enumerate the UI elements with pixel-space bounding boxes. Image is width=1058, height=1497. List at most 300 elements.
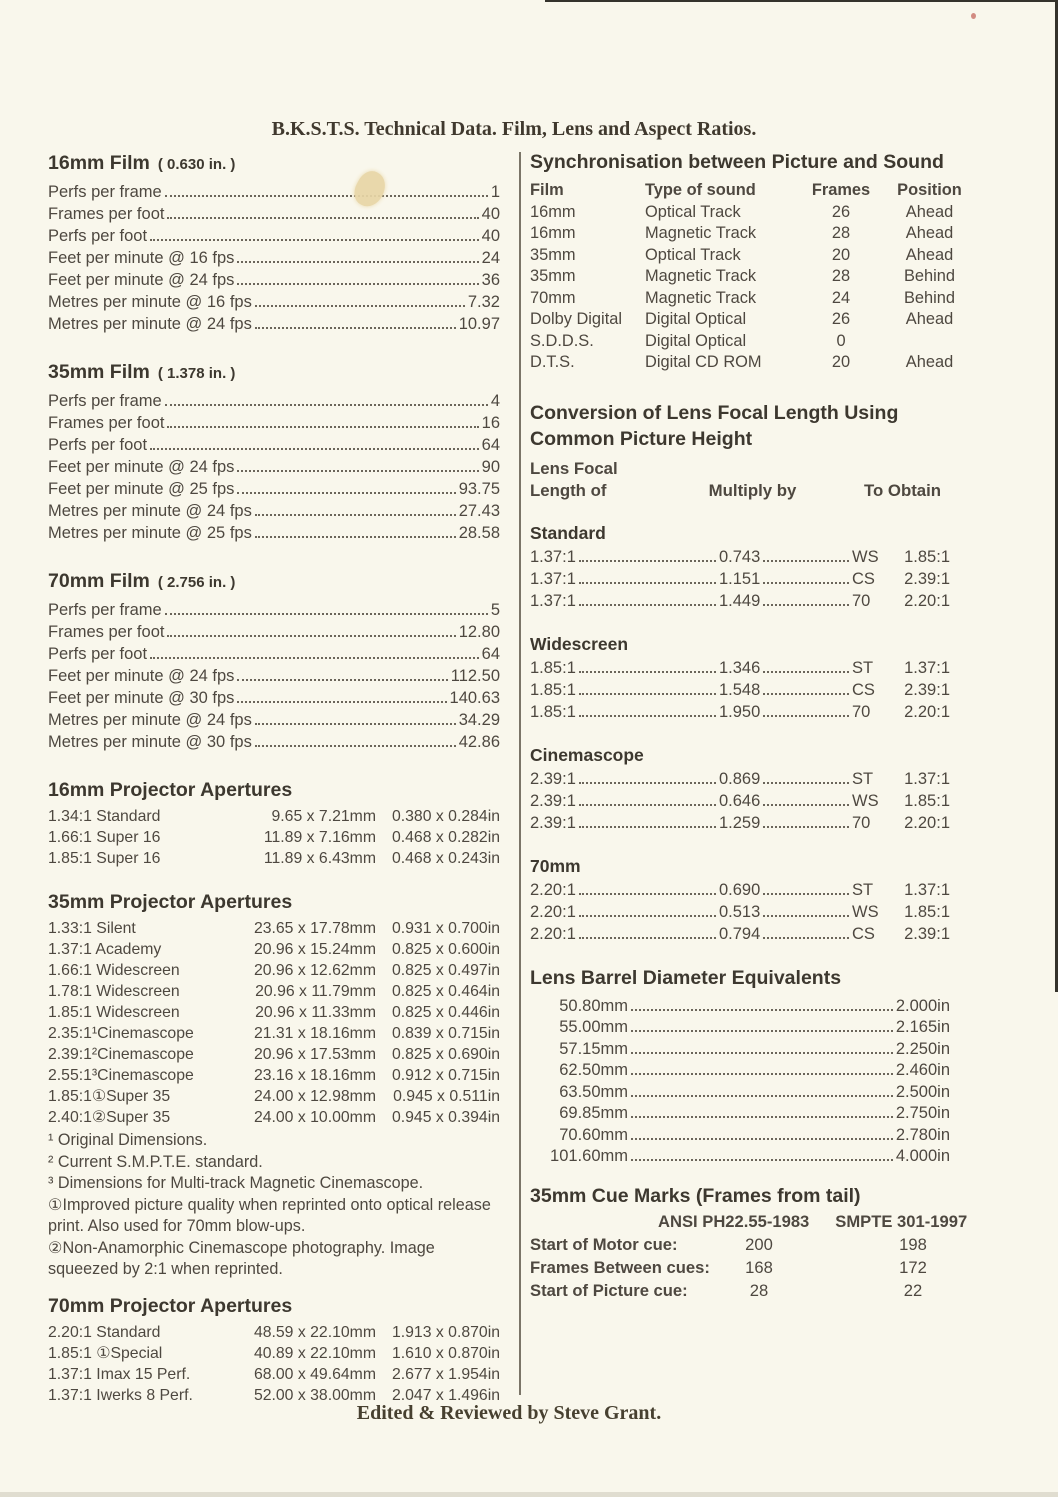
spec-label: Metres per minute @ 30 fps: [48, 733, 252, 751]
aperture-row: [48, 1364, 500, 1385]
barrel-inches: 2.750in: [895, 1104, 950, 1122]
conv-code: ST: [852, 880, 874, 899]
aperture-mm: 11.89 x 6.43mm: [263, 850, 376, 867]
spec-value: 12.80: [458, 623, 500, 641]
dot-leader: [579, 782, 716, 784]
barrel-inches: 2.460in: [895, 1061, 950, 1079]
conversion-rows: [530, 879, 980, 945]
aperture-row: [48, 1107, 500, 1128]
conversion-row: [530, 901, 980, 923]
conv-to: 1.37:1: [904, 769, 950, 788]
aperture-mm: 20.96 x 15.24mm: [253, 941, 376, 958]
conversion-title-line1: Conversion of Lens Focal Length Using: [530, 401, 899, 424]
spec-label: Metres per minute @ 16 fps: [48, 293, 252, 311]
aperture-row: [48, 1343, 500, 1364]
sync-row: [530, 309, 980, 331]
spec-list: [48, 390, 500, 544]
dot-leader: [237, 679, 447, 681]
aperture-name: 2.39:1²Cinemascope: [48, 1046, 194, 1063]
dot-leader: [150, 657, 479, 659]
dot-leader: [631, 1073, 893, 1075]
conversion-group-name: Cinemascope: [530, 744, 644, 765]
barrel-mm: 101.60mm: [550, 1147, 628, 1165]
conversion-row: [530, 657, 980, 679]
aperture-name: 1.37:1 Academy: [48, 941, 162, 958]
spec-value: 90: [481, 458, 500, 476]
conversion-group-70mm: [530, 855, 980, 945]
spec-row: [48, 225, 500, 247]
conv-from: 1.85:1: [530, 658, 576, 677]
aperture-mm: 68.00 x 49.64mm: [253, 1365, 376, 1383]
column-divider: [519, 152, 521, 1395]
barrel-mm: 50.80mm: [559, 996, 628, 1015]
sync-type: Digital Optical: [645, 331, 747, 350]
conv-to: 2.39:1: [904, 924, 950, 943]
cue-smpte-value: 198: [899, 1234, 927, 1254]
aperture-list: [48, 918, 500, 1128]
conversion-row: [530, 679, 980, 701]
section-cue-marks: [530, 1184, 980, 1302]
sync-position: Ahead: [905, 353, 954, 371]
dot-leader: [255, 745, 456, 747]
cue-col-ansi: ANSI PH22.55-1983: [658, 1211, 810, 1231]
spec-label: Perfs per frame: [48, 392, 162, 410]
aperture-inches: 0.380 x 0.284in: [391, 808, 500, 825]
spec-value: 42.86: [458, 733, 500, 751]
dot-leader: [763, 937, 849, 939]
conv-to: 1.85:1: [904, 791, 950, 810]
dot-leader: [763, 804, 849, 806]
barrel-mm: 70.60mm: [559, 1125, 628, 1144]
film-gauge: ( 0.630 in. ): [157, 156, 236, 173]
spec-row: [48, 621, 500, 643]
aperture-name: 1.85:1 Super 16: [48, 850, 161, 867]
spec-value: 7.32: [467, 293, 500, 311]
spec-value: 24: [481, 249, 500, 267]
spec-value: 40: [481, 227, 500, 245]
section-16mm-film: [48, 150, 500, 335]
conv-factor: 1.548: [719, 680, 761, 699]
spacer: [825, 458, 980, 480]
conv-code: 70: [852, 813, 871, 832]
conversion-row: [530, 790, 980, 812]
conversion-row: [530, 768, 980, 790]
dot-leader: [763, 582, 849, 584]
red-speck: [971, 13, 976, 19]
section-70mm-projector-apertures: [48, 1293, 500, 1406]
aperture-name: 1.78:1 Widescreen: [48, 983, 180, 1000]
spec-value: 36: [481, 271, 500, 289]
aperture-name: 2.55:1³Cinemascope: [48, 1067, 194, 1084]
sync-col-type: Type of sound: [645, 181, 756, 199]
barrel-mm: 57.15mm: [559, 1039, 628, 1058]
sync-type: Magnetic Track: [645, 288, 757, 307]
dot-leader: [579, 804, 716, 806]
conv-to: 1.85:1: [904, 547, 950, 566]
sync-film: D.T.S.: [530, 353, 575, 371]
dot-leader: [763, 693, 849, 695]
dot-leader: [579, 715, 716, 717]
right-column: [530, 150, 980, 1302]
aperture-inches: 0.931 x 0.700in: [391, 920, 500, 937]
aperture-row: [48, 806, 500, 827]
spec-row: [48, 478, 500, 500]
aperture-mm: 40.89 x 22.10mm: [253, 1344, 376, 1362]
cue-smpte-value: 22: [903, 1280, 923, 1300]
dot-leader: [763, 671, 849, 673]
conv-factor: 0.743: [719, 547, 761, 566]
section-lens-conversion: [530, 400, 980, 945]
left-column: [48, 150, 500, 1426]
conv-to: 1.85:1: [904, 902, 950, 921]
dot-leader: [579, 937, 716, 939]
aperture-inches: 0.825 x 0.690in: [391, 1046, 500, 1063]
sync-film: 70mm: [530, 288, 576, 307]
section-heading-70mm-apertures: 70mm Projector Apertures: [48, 1294, 293, 1317]
dot-leader: [579, 582, 716, 584]
aperture-name: 1.85:1①Super 35: [48, 1088, 171, 1105]
spec-row: [48, 500, 500, 522]
dot-leader: [631, 1159, 893, 1161]
conversion-row: [530, 812, 980, 834]
dot-leader: [631, 1116, 893, 1118]
conv-from: 2.20:1: [530, 880, 576, 899]
cue-ansi-value: 28: [749, 1280, 769, 1300]
page-title: B.K.S.T.S. Technical Data. Film, Lens and Aspect Ratios.: [271, 118, 757, 140]
dot-leader: [579, 560, 716, 562]
conv-from: 1.85:1: [530, 680, 576, 699]
spec-row: [48, 456, 500, 478]
cue-label: Start of Motor cue:: [530, 1234, 678, 1254]
aperture-name: 1.33:1 Silent: [48, 920, 136, 937]
conv-code: 70: [852, 702, 871, 721]
spec-value: 27.43: [458, 502, 500, 520]
aperture-row: [48, 918, 500, 939]
spec-row: [48, 731, 500, 753]
spec-value: 16: [481, 414, 500, 432]
spec-value: 4: [490, 392, 500, 410]
conv-code: ST: [852, 769, 874, 788]
dot-leader: [631, 1095, 893, 1097]
aperture-mm: 24.00 x 12.98mm: [253, 1088, 376, 1105]
barrel-inches: 2.250in: [895, 1039, 950, 1058]
aperture-row: [48, 1065, 500, 1086]
page-footer: Edited & Reviewed by Steve Grant.: [356, 1402, 662, 1424]
spec-row: [48, 390, 500, 412]
spec-value: 34.29: [458, 711, 500, 729]
aperture-row: [48, 1086, 500, 1107]
barrel-row: [530, 1146, 980, 1168]
dot-leader: [631, 1030, 893, 1032]
aperture-inches: 0.825 x 0.464in: [391, 983, 500, 1000]
aperture-inches: 1.610 x 0.870in: [391, 1344, 500, 1362]
cue-row: [530, 1256, 980, 1279]
spec-label: Perfs per foot: [48, 645, 148, 663]
spec-label: Metres per minute @ 24 fps: [48, 711, 252, 729]
dot-leader: [579, 826, 716, 828]
heading-text: 35mm Film: [48, 361, 150, 383]
sync-frames: 20: [831, 245, 851, 264]
barrel-inches: 4.000in: [895, 1147, 950, 1165]
section-lens-barrel: [530, 966, 980, 1168]
aperture-name: 1.37:1 Iwerks 8 Perf.: [48, 1386, 193, 1404]
sync-frames: 0: [836, 331, 846, 350]
aperture-mm: 48.59 x 22.10mm: [253, 1323, 376, 1341]
conversion-title-line2: Common Picture Height: [530, 427, 753, 450]
spec-label: Perfs per foot: [48, 227, 148, 245]
sync-type: Magnetic Track: [645, 224, 757, 242]
conv-from: 1.37:1: [530, 569, 576, 588]
conv-to: 2.39:1: [904, 569, 950, 588]
aperture-row: [48, 1002, 500, 1023]
conv-from: 1.37:1: [530, 547, 576, 566]
sync-film: S.D.D.S.: [530, 331, 594, 350]
dot-leader: [763, 560, 849, 562]
dot-leader: [255, 536, 456, 538]
section-35mm-projector-apertures: [48, 889, 500, 1128]
footnotes: [48, 1130, 500, 1281]
conv-code: 70: [852, 591, 871, 610]
barrel-inches: 2.165in: [895, 1018, 950, 1036]
sync-frames: 20: [831, 353, 851, 371]
spec-row: [48, 434, 500, 456]
dot-leader: [237, 701, 446, 703]
spec-label: Feet per minute @ 25 fps: [48, 480, 235, 498]
conv-code: CS: [852, 924, 875, 943]
conv-col1-line1: Lens Focal: [530, 458, 618, 478]
spec-label: Feet per minute @ 16 fps: [48, 249, 235, 267]
conv-to: 2.20:1: [904, 702, 950, 721]
barrel-inches: 2.000in: [895, 996, 950, 1015]
conversion-group-name: Widescreen: [530, 633, 629, 654]
cue-ansi-value: 200: [745, 1234, 773, 1254]
spec-row: [48, 709, 500, 731]
conv-from: 2.20:1: [530, 924, 576, 943]
sync-frames: 28: [831, 224, 851, 242]
sync-type: Magnetic Track: [645, 267, 757, 285]
barrel-row: [530, 1103, 980, 1125]
dot-leader: [763, 893, 849, 895]
sync-film: 35mm: [530, 245, 576, 264]
conv-col3: To Obtain: [863, 480, 942, 500]
aperture-inches: 0.468 x 0.282in: [391, 829, 500, 846]
dot-leader: [763, 915, 849, 917]
conv-to: 2.20:1: [904, 591, 950, 610]
spec-value: 64: [481, 645, 500, 663]
dot-leader: [237, 470, 478, 472]
footnote: ² Current S.M.P.T.E. standard.: [48, 1152, 263, 1171]
aperture-inches: 1.913 x 0.870in: [391, 1323, 500, 1341]
aperture-mm: 11.89 x 7.16mm: [263, 829, 376, 846]
aperture-list: [48, 1322, 500, 1406]
conv-factor: 1.151: [719, 569, 761, 588]
dot-leader: [631, 1009, 893, 1011]
sync-row: [530, 245, 980, 267]
conv-factor: 0.513: [719, 902, 761, 921]
sync-frames: 26: [831, 310, 851, 328]
dot-leader: [167, 426, 478, 428]
aperture-name: 1.66:1 Super 16: [48, 829, 161, 846]
barrel-row: [530, 1060, 980, 1082]
spec-row: [48, 665, 500, 687]
conv-factor: 0.690: [719, 880, 761, 899]
spacer: [680, 458, 825, 480]
barrel-row: [530, 1039, 980, 1061]
dot-leader: [255, 514, 456, 516]
heading-text: 16mm Film: [48, 152, 150, 174]
conv-to: 1.37:1: [904, 880, 950, 899]
dot-leader: [237, 261, 478, 263]
aperture-row: [48, 1023, 500, 1044]
sync-table-header: [530, 180, 980, 202]
conv-code: ST: [852, 658, 874, 677]
conversion-row: [530, 923, 980, 945]
spec-row: [48, 269, 500, 291]
barrel-row: [530, 1017, 980, 1039]
spec-value: 64: [481, 436, 500, 454]
sync-type: Optical Track: [645, 245, 741, 264]
conversion-rows: [530, 657, 980, 723]
spec-row: [48, 687, 500, 709]
sync-film: 16mm: [530, 202, 576, 221]
conversion-group-name: Standard: [530, 522, 606, 543]
aperture-inches: 2.047 x 1.496in: [391, 1386, 500, 1404]
spec-label: Metres per minute @ 24 fps: [48, 502, 252, 520]
dot-leader: [763, 826, 849, 828]
section-heading-35mm-apertures: 35mm Projector Apertures: [48, 891, 293, 913]
spec-list: [48, 181, 500, 335]
spec-value: 40: [481, 205, 500, 223]
dot-leader: [150, 239, 479, 241]
spec-row: [48, 412, 500, 434]
aperture-inches: 0.468 x 0.243in: [391, 850, 500, 867]
sync-row: [530, 266, 980, 288]
conv-from: 2.20:1: [530, 902, 576, 921]
aperture-inches: 0.825 x 0.600in: [391, 941, 500, 958]
section-35mm-film: [48, 359, 500, 544]
sync-position: Ahead: [905, 202, 954, 221]
aperture-mm: 21.31 x 18.16mm: [253, 1025, 376, 1042]
conv-code: WS: [852, 791, 879, 810]
section-70mm-film: [48, 568, 500, 753]
cue-label: Start of Picture cue:: [530, 1280, 688, 1300]
aperture-list: [48, 806, 500, 869]
footnote: ②Non-Anamorphic Cinemascope photography. Image squeezed by 2:1 when reprinted.: [48, 1238, 435, 1278]
spec-label: Feet per minute @ 30 fps: [48, 689, 235, 707]
conv-to: 1.37:1: [904, 658, 950, 677]
spec-label: Frames per foot: [48, 205, 165, 223]
spec-label: Frames per foot: [48, 623, 165, 641]
aperture-name: 2.20:1 Standard: [48, 1323, 161, 1341]
conv-from: 2.39:1: [530, 791, 576, 810]
aperture-row: [48, 939, 500, 960]
conversion-group-cinemascope: [530, 744, 980, 834]
aperture-name: 1.85:1 ①Special: [48, 1344, 163, 1362]
spec-value: 1: [490, 183, 500, 201]
barrel-mm: 55.00mm: [559, 1018, 628, 1036]
conv-factor: 0.794: [719, 924, 761, 943]
aperture-row: [48, 960, 500, 981]
barrel-row: [530, 996, 980, 1018]
footnote: ³ Dimensions for Multi-track Magnetic Cinemascope.: [48, 1174, 424, 1192]
film-gauge: ( 1.378 in. ): [157, 365, 236, 382]
dot-leader: [165, 195, 488, 197]
dot-leader: [150, 448, 479, 450]
barrel-mm: 63.50mm: [559, 1082, 628, 1101]
aperture-mm: 20.96 x 11.79mm: [255, 983, 376, 1000]
cue-marks-body: [530, 1233, 980, 1302]
conversion-group-widescreen: [530, 633, 980, 723]
spec-label: Perfs per frame: [48, 601, 162, 619]
barrel-inches: 2.780in: [895, 1125, 950, 1144]
section-heading-cue-marks: 35mm Cue Marks (Frames from tail): [530, 1184, 861, 1207]
spec-value: 28.58: [458, 524, 500, 542]
conv-factor: 0.646: [719, 791, 761, 810]
conv-col1-line2: Length of: [530, 480, 607, 500]
dot-leader: [165, 613, 488, 615]
conversion-row: [530, 701, 980, 723]
conv-code: WS: [852, 547, 879, 566]
dot-leader: [579, 671, 716, 673]
sync-frames: 24: [831, 288, 851, 307]
conv-from: 1.37:1: [530, 591, 576, 610]
conv-to: 2.39:1: [904, 680, 950, 699]
film-gauge: ( 2.756 in. ): [157, 574, 236, 591]
section-heading-16mm-apertures: 16mm Projector Apertures: [48, 779, 293, 801]
barrel-inches: 2.500in: [895, 1082, 950, 1101]
sync-position: Ahead: [905, 245, 954, 264]
dot-leader: [579, 915, 716, 917]
aperture-mm: 23.65 x 17.78mm: [253, 920, 376, 937]
barrel-row: [530, 1082, 980, 1104]
dot-leader: [237, 283, 478, 285]
spec-label: Perfs per foot: [48, 436, 148, 454]
sync-row: [530, 223, 980, 245]
spec-row: [48, 247, 500, 269]
conversion-rows: [530, 546, 980, 612]
conversion-table-header: [530, 458, 980, 502]
sync-type: Optical Track: [645, 202, 741, 221]
dot-leader: [579, 693, 716, 695]
aperture-row: [48, 1044, 500, 1065]
sync-film: Dolby Digital: [530, 310, 623, 328]
scan-edge-bottom: [0, 1492, 1058, 1497]
conv-to: 2.20:1: [904, 813, 950, 832]
dot-leader: [167, 635, 455, 637]
spec-label: Feet per minute @ 24 fps: [48, 271, 235, 289]
sync-position: Behind: [903, 288, 956, 307]
aperture-row: [48, 827, 500, 848]
dot-leader: [255, 723, 456, 725]
conv-code: CS: [852, 680, 875, 699]
conv-from: 2.39:1: [530, 813, 576, 832]
dot-leader: [631, 1052, 893, 1054]
heading-text: 70mm Film: [48, 570, 150, 592]
aperture-inches: 0.839 x 0.715in: [391, 1025, 500, 1042]
aperture-name: 1.85:1 Widescreen: [48, 1004, 180, 1021]
spec-value: 10.97: [458, 315, 500, 333]
aperture-inches: 0.945 x 0.394in: [391, 1109, 500, 1126]
dot-leader: [579, 604, 716, 606]
spec-label: Feet per minute @ 24 fps: [48, 458, 235, 476]
spec-row: [48, 313, 500, 335]
sync-col-position: Position: [897, 181, 962, 199]
spec-value: 93.75: [458, 480, 500, 498]
cue-marks-header: [658, 1210, 980, 1233]
dot-leader: [763, 715, 849, 717]
section-heading-16mm-film: [48, 150, 500, 178]
section-heading-35mm-film: [48, 359, 500, 387]
